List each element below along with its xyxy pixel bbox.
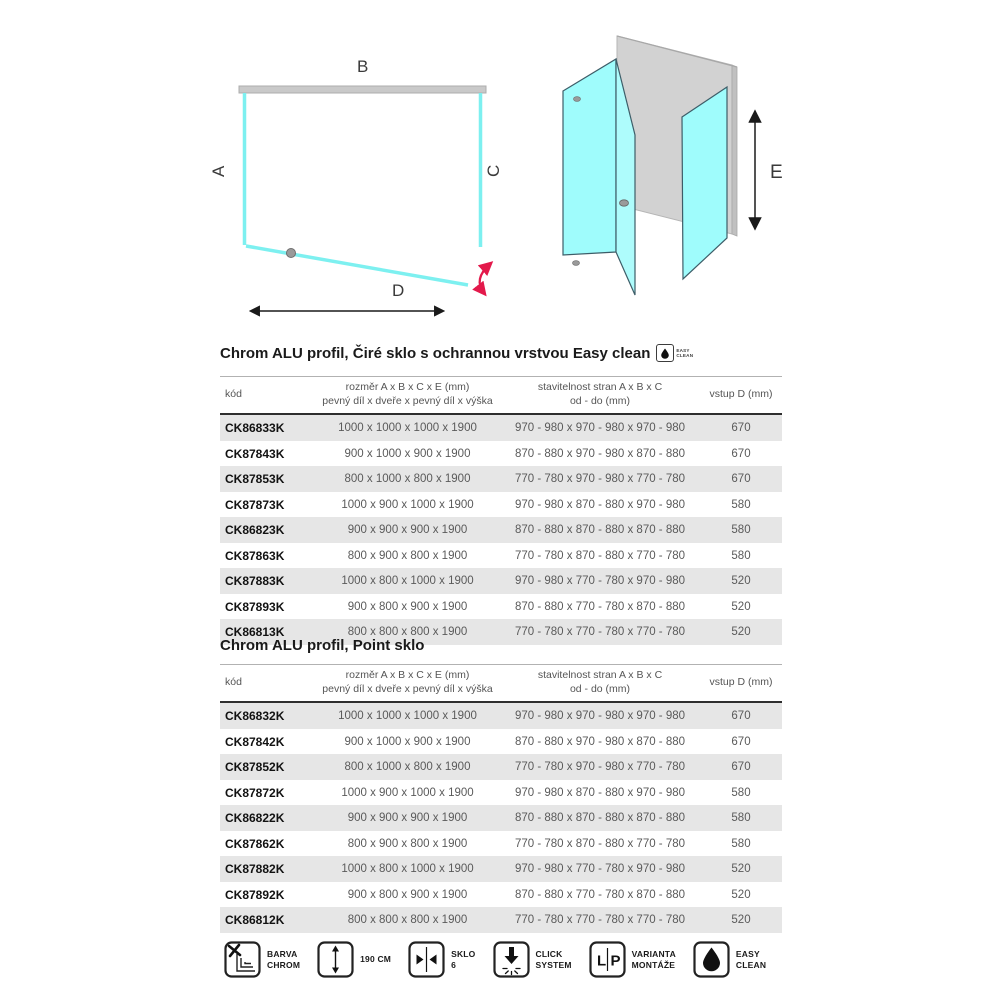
table-row bbox=[220, 492, 782, 518]
vstup-cell: 520 bbox=[731, 600, 751, 613]
kod-cell: CK87843K bbox=[225, 446, 285, 461]
perspective-diagram bbox=[540, 20, 800, 310]
svg-text:L: L bbox=[596, 952, 606, 970]
header-stavitelnost: stavitelnost stran A x B x C od - do (mm) bbox=[500, 665, 700, 703]
kod-cell: CK87893K bbox=[225, 599, 285, 614]
clear-glass-table bbox=[220, 376, 782, 645]
kod-cell: CK86823K bbox=[220, 517, 315, 543]
rozmer-cell: 800 x 900 x 800 x 1900 bbox=[347, 549, 468, 562]
kod-cell: CK86822K bbox=[220, 805, 315, 831]
vstup-cell: 520 bbox=[700, 568, 782, 594]
section-title-point-glass bbox=[220, 637, 424, 654]
table-row bbox=[220, 702, 782, 729]
rozmer-cell: 800 x 1000 x 800 x 1900 bbox=[315, 466, 500, 492]
feature-label: SKLO 6 bbox=[451, 949, 476, 970]
section-title-clear-glass bbox=[220, 344, 693, 362]
dim-label-a: A bbox=[209, 165, 228, 177]
rozmer-cell: 800 x 900 x 800 x 1900 bbox=[347, 837, 468, 850]
kod-cell: CK87873K bbox=[225, 497, 285, 512]
rozmer-cell: 1000 x 1000 x 1000 x 1900 bbox=[315, 702, 500, 729]
feature-label: 190 CM bbox=[360, 954, 392, 965]
kod-cell: CK87853K bbox=[220, 466, 315, 492]
feature-label: CLICK SYSTEM bbox=[535, 949, 572, 970]
kod-cell: CK86833K bbox=[220, 414, 315, 441]
feature-label: VARIANTA MONTÁŽE bbox=[631, 949, 676, 970]
dim-label-b: B bbox=[357, 57, 369, 76]
section-title-text: Chrom ALU profil, Čiré sklo s ochrannou vrstvou Easy clean bbox=[220, 344, 651, 362]
header-kod: kód bbox=[220, 665, 315, 703]
top-view-diagram bbox=[190, 30, 530, 330]
stavitelnost-cell: 970 - 980 x 870 - 880 x 970 - 980 bbox=[514, 498, 686, 511]
rozmer-cell: 900 x 800 x 900 x 1900 bbox=[347, 888, 468, 901]
point-glass-table bbox=[220, 664, 782, 933]
table-row bbox=[220, 754, 782, 780]
rozmer-cell: 800 x 800 x 800 x 1900 bbox=[315, 619, 500, 645]
table-row bbox=[220, 780, 782, 806]
right-glass-panel bbox=[682, 87, 727, 279]
easy-clean-badge-text: EASY CLEAN bbox=[676, 347, 694, 358]
table-row bbox=[220, 831, 782, 857]
table-row bbox=[220, 594, 782, 620]
rozmer-cell: 800 x 800 x 800 x 1900 bbox=[315, 907, 500, 933]
stavitelnost-cell: 770 - 780 x 970 - 980 x 770 - 780 bbox=[500, 466, 700, 492]
mounting-variant-icon bbox=[589, 941, 626, 978]
left-glass-panel bbox=[563, 59, 616, 255]
feature-click-system bbox=[493, 941, 572, 978]
rozmer-cell: 900 x 900 x 900 x 1900 bbox=[315, 805, 500, 831]
table-row bbox=[220, 856, 782, 882]
table-row bbox=[220, 805, 782, 831]
stavitelnost-cell: 970 - 980 x 770 - 780 x 970 - 980 bbox=[500, 856, 700, 882]
kod-cell: CK86832K bbox=[220, 702, 315, 729]
rozmer-cell: 1000 x 900 x 1000 x 1900 bbox=[341, 786, 474, 799]
feature-icons-row bbox=[224, 941, 766, 978]
kod-cell: CK87872K bbox=[225, 785, 285, 800]
table-row bbox=[220, 441, 782, 467]
vstup-cell: 580 bbox=[700, 805, 782, 831]
dim-label-c: C bbox=[484, 164, 503, 177]
stavitelnost-cell: 870 - 880 x 770 - 780 x 870 - 880 bbox=[514, 600, 686, 613]
table-header bbox=[220, 665, 782, 703]
rozmer-cell: 1000 x 800 x 1000 x 1900 bbox=[315, 856, 500, 882]
vstup-cell: 520 bbox=[700, 856, 782, 882]
vstup-cell: 670 bbox=[700, 414, 782, 441]
stavitelnost-cell: 970 - 980 x 870 - 880 x 970 - 980 bbox=[514, 786, 686, 799]
kod-cell: CK87852K bbox=[220, 754, 315, 780]
feature-label: BARVA CHROM bbox=[267, 949, 301, 970]
kod-cell: CK87842K bbox=[225, 734, 285, 749]
wall-bracket-bottom bbox=[573, 261, 580, 266]
rozmer-cell: 900 x 1000 x 900 x 1900 bbox=[344, 735, 471, 748]
table-row bbox=[220, 414, 782, 441]
table-row bbox=[220, 517, 782, 543]
door-open-line bbox=[246, 246, 468, 285]
easy-clean-icon bbox=[693, 941, 730, 978]
vstup-cell: 520 bbox=[731, 888, 751, 901]
rozmer-cell: 900 x 900 x 900 x 1900 bbox=[315, 517, 500, 543]
vstup-cell: 580 bbox=[731, 786, 751, 799]
vstup-cell: 520 bbox=[700, 907, 782, 933]
easy-clean-badge bbox=[656, 344, 693, 362]
header-kod: kód bbox=[220, 377, 315, 415]
header-rozmer: rozměr A x B x C x E (mm) pevný díl x dveře x pevný díl x výška bbox=[315, 665, 500, 703]
header-vstup: vstup D (mm) bbox=[700, 377, 782, 415]
table-row bbox=[220, 568, 782, 594]
dim-label-d: D bbox=[392, 281, 405, 300]
svg-text:P: P bbox=[610, 952, 621, 970]
feature-barva-chrom bbox=[224, 941, 300, 978]
rozmer-cell: 1000 x 1000 x 1000 x 1900 bbox=[315, 414, 500, 441]
glass-thickness-icon bbox=[408, 941, 445, 978]
vstup-cell: 670 bbox=[700, 702, 782, 729]
dim-label-e: E bbox=[770, 162, 783, 183]
vstup-cell: 580 bbox=[731, 549, 751, 562]
table-row bbox=[220, 907, 782, 933]
stavitelnost-cell: 870 - 880 x 870 - 880 x 870 - 880 bbox=[500, 517, 700, 543]
barva-chrom-icon bbox=[224, 941, 261, 978]
rozmer-cell: 900 x 800 x 900 x 1900 bbox=[347, 600, 468, 613]
vstup-cell: 670 bbox=[731, 447, 751, 460]
stavitelnost-cell: 870 - 880 x 870 - 880 x 870 - 880 bbox=[500, 805, 700, 831]
feature-easy-clean bbox=[693, 941, 766, 978]
rozmer-cell: 1000 x 900 x 1000 x 1900 bbox=[341, 498, 474, 511]
door-knob bbox=[620, 200, 629, 206]
feature-height bbox=[317, 941, 391, 978]
stavitelnost-cell: 870 - 880 x 970 - 980 x 870 - 880 bbox=[514, 447, 686, 460]
easy-clean-drop-icon bbox=[656, 344, 674, 362]
table-row bbox=[220, 466, 782, 492]
section-title-text: Chrom ALU profil, Point sklo bbox=[220, 637, 425, 654]
header-stavitelnost: stavitelnost stran A x B x C od - do (mm) bbox=[500, 377, 700, 415]
stavitelnost-cell: 770 - 780 x 970 - 980 x 770 - 780 bbox=[500, 754, 700, 780]
stavitelnost-cell: 770 - 780 x 770 - 780 x 770 - 780 bbox=[500, 619, 700, 645]
vstup-cell: 670 bbox=[731, 735, 751, 748]
vstup-cell: 520 bbox=[700, 619, 782, 645]
rozmer-cell: 900 x 1000 x 900 x 1900 bbox=[344, 447, 471, 460]
table-header bbox=[220, 377, 782, 415]
feature-mounting-variant bbox=[589, 941, 676, 978]
wall-bracket-top bbox=[574, 97, 581, 102]
back-wall-edge bbox=[732, 65, 737, 236]
header-vstup: vstup D (mm) bbox=[700, 665, 782, 703]
height-icon bbox=[317, 941, 354, 978]
door-swing-arrow bbox=[480, 264, 490, 293]
vstup-cell: 580 bbox=[700, 517, 782, 543]
vstup-cell: 670 bbox=[700, 754, 782, 780]
stavitelnost-cell: 870 - 880 x 970 - 980 x 870 - 880 bbox=[514, 735, 686, 748]
door-knob-dot bbox=[287, 249, 296, 258]
table-row bbox=[220, 543, 782, 569]
table-row bbox=[220, 729, 782, 755]
stavitelnost-cell: 770 - 780 x 770 - 780 x 770 - 780 bbox=[500, 907, 700, 933]
table-row bbox=[220, 882, 782, 908]
kod-cell: CK87882K bbox=[220, 856, 315, 882]
kod-cell: CK87892K bbox=[225, 887, 285, 902]
kod-cell: CK86812K bbox=[220, 907, 315, 933]
kod-cell: CK87883K bbox=[220, 568, 315, 594]
stavitelnost-cell: 770 - 780 x 870 - 880 x 770 - 780 bbox=[514, 837, 686, 850]
stavitelnost-cell: 970 - 980 x 970 - 980 x 970 - 980 bbox=[500, 414, 700, 441]
stavitelnost-cell: 970 - 980 x 770 - 780 x 970 - 980 bbox=[500, 568, 700, 594]
rozmer-cell: 1000 x 800 x 1000 x 1900 bbox=[315, 568, 500, 594]
kod-cell: CK87862K bbox=[225, 836, 285, 851]
rozmer-cell: 800 x 1000 x 800 x 1900 bbox=[315, 754, 500, 780]
stavitelnost-cell: 770 - 780 x 870 - 880 x 770 - 780 bbox=[514, 549, 686, 562]
click-system-icon bbox=[493, 941, 530, 978]
vstup-cell: 580 bbox=[731, 498, 751, 511]
feature-glass-thickness bbox=[408, 941, 475, 978]
kod-cell: CK86813K bbox=[220, 619, 315, 645]
feature-label: EASY CLEAN bbox=[735, 949, 767, 970]
kod-cell: CK87863K bbox=[225, 548, 285, 563]
wall-profile-bar bbox=[239, 86, 486, 93]
vstup-cell: 670 bbox=[700, 466, 782, 492]
vstup-cell: 580 bbox=[731, 837, 751, 850]
stavitelnost-cell: 970 - 980 x 970 - 980 x 970 - 980 bbox=[500, 702, 700, 729]
stavitelnost-cell: 870 - 880 x 770 - 780 x 870 - 880 bbox=[514, 888, 686, 901]
header-rozmer: rozměr A x B x C x E (mm) pevný díl x dveře x pevný díl x výška bbox=[315, 377, 500, 415]
